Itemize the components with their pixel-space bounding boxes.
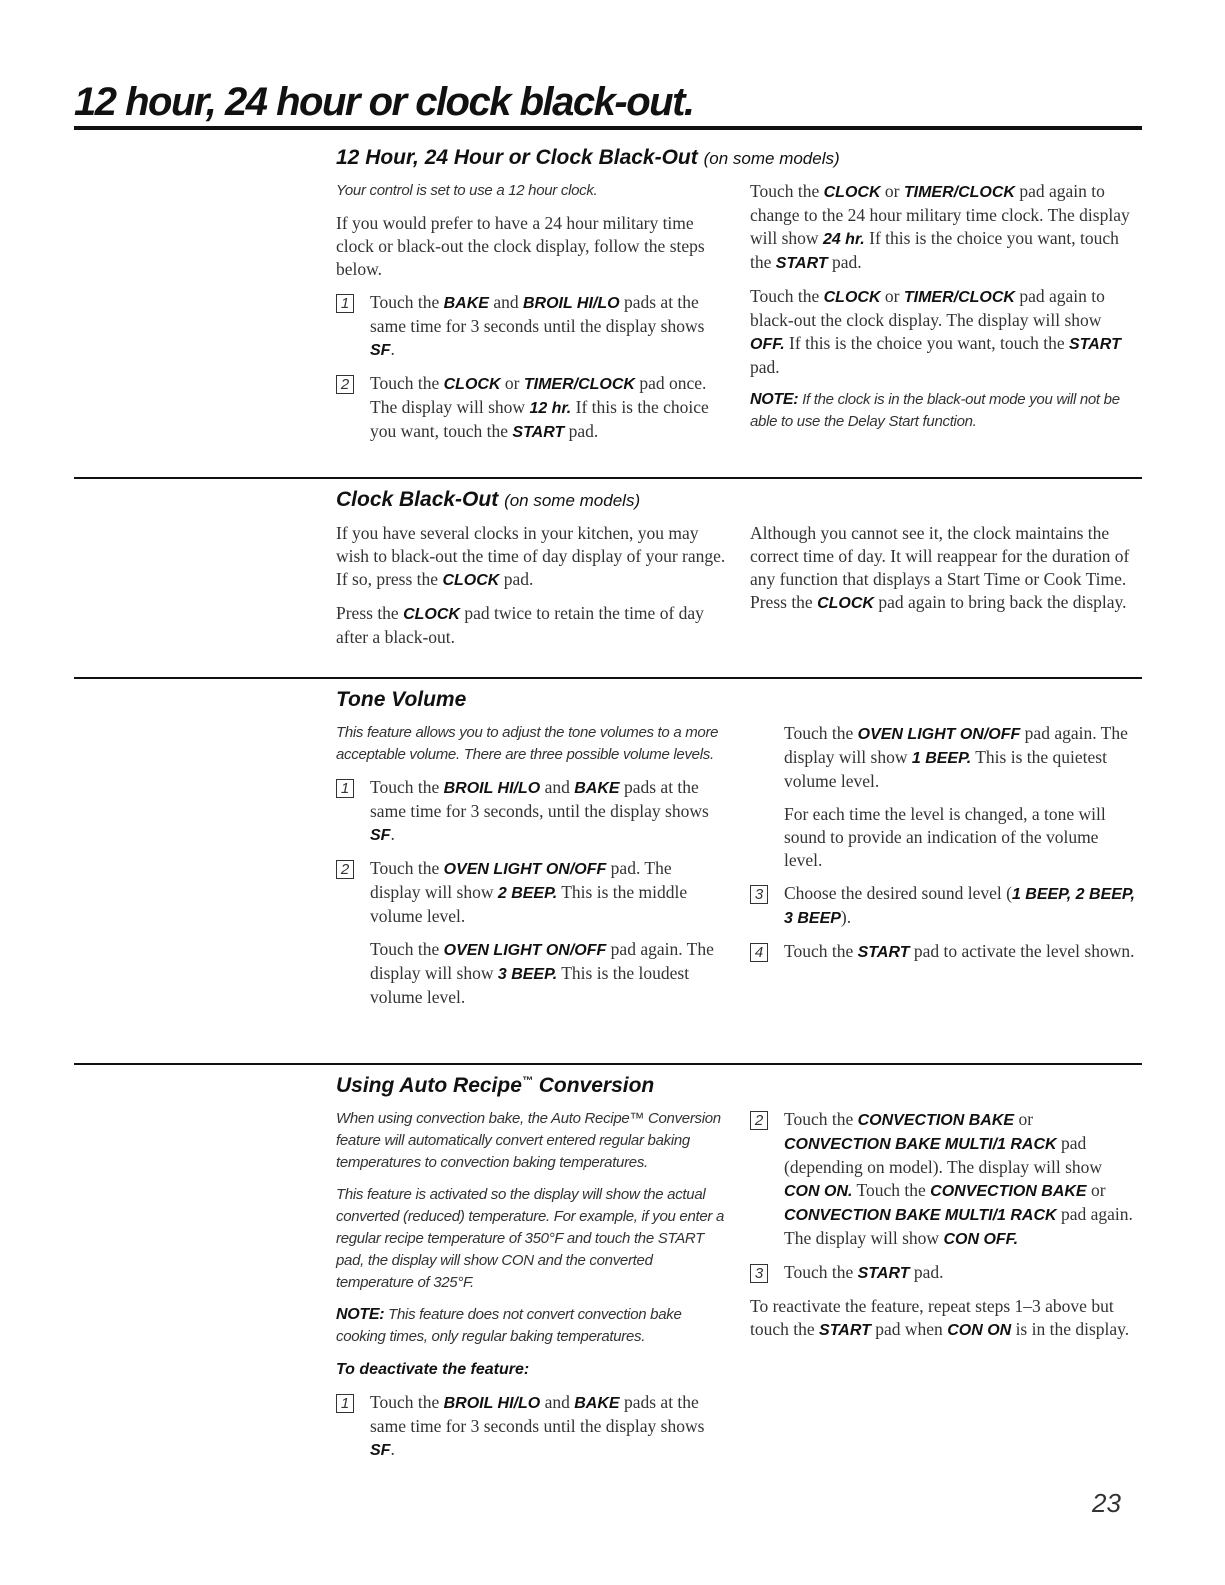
- title-rule: [74, 126, 1142, 130]
- section-divider: [74, 477, 1142, 479]
- s4-intro-2: This feature is activated so the display will show the actual converted (reduced) temperature. For example, if you enter a regular recipe temperature of 350°F and touch the START pad, the display will show CON and the converted temperature of 325°F.: [336, 1186, 725, 1291]
- step-number-box: 3: [750, 1264, 768, 1283]
- heading-sub: (on some models): [703, 149, 840, 168]
- s1-intro: Your control is set to use a 12 hour clock.: [336, 182, 598, 199]
- s3-step-1: 1 Touch the BROIL HI/LO and BAKE pads at the same time for 3 seconds, until the display shows SF.: [336, 776, 726, 847]
- s1-right-paragraph-1: Touch the CLOCK or TIMER/CLOCK pad again to change to the 24 hour military time clock. The display will show 24 hr. If this is the choice you want, touch the START pad.: [750, 181, 1130, 272]
- s3-right-column: [750, 722, 1140, 974]
- s4-reactivate-paragraph: To reactivate the feature, repeat steps 1–3 above but touch the START pad when CON ON is in the display.: [750, 1296, 1130, 1339]
- s3-left-column: [336, 722, 726, 1019]
- section-heading-tone-volume: Tone Volume: [336, 688, 467, 711]
- s1-step-2: 2 Touch the CLOCK or TIMER/CLOCK pad once. The display will show 12 hr. If this is the choice you want, touch the START pad.: [336, 372, 726, 444]
- page-number: 23: [1092, 1488, 1121, 1518]
- s2-left-column: [336, 522, 726, 659]
- section-divider: [74, 677, 1142, 679]
- section-heading-auto-recipe: Using Auto Recipe™ Conversion: [336, 1074, 655, 1097]
- s4-step-3: 3 Touch the START pad.: [750, 1261, 1140, 1285]
- s3-step-4: 4 Touch the START pad to activate the level shown.: [750, 940, 1140, 964]
- s3-step-2: 2 Touch the OVEN LIGHT ON/OFF pad. The display will show 2 BEEP. This is the middle volume level.: [336, 857, 726, 928]
- heading-text: 12 Hour, 24 Hour or Clock Black-Out: [336, 146, 698, 169]
- s3-intro: This feature allows you to adjust the tone volumes to a more acceptable volume. There are three possible volume levels.: [336, 724, 719, 763]
- s2-paragraph-1: If you have several clocks in your kitchen, you may wish to black-out the time of day display of your range. If so, press the CLOCK pad.: [336, 523, 726, 589]
- s4-right-column: [750, 1108, 1140, 1352]
- step-number-box: 4: [750, 943, 768, 962]
- step-number-box: 1: [336, 779, 354, 798]
- section-heading-clock-black-out: Clock Black-Out (on some models): [336, 488, 641, 511]
- s1-paragraph: If you would prefer to have a 24 hour military time clock or black-out the clock display, follow the steps below.: [336, 213, 705, 279]
- s2-paragraph-2: Press the CLOCK pad twice to retain the time of day after a black-out.: [336, 603, 704, 647]
- step-number-box: 1: [336, 294, 354, 313]
- s3-right-paragraph-1: Touch the OVEN LIGHT ON/OFF pad again. The display will show 1 BEEP. This is the quietest volume level.: [784, 723, 1128, 791]
- s1-left-column: [336, 180, 726, 454]
- s1-right-column: [750, 180, 1140, 443]
- s4-note: NOTE: This feature does not convert convection bake cooking times, only regular baking temperatures.: [336, 1306, 682, 1345]
- section-heading-clock-modes: [336, 146, 840, 170]
- s4-step-2: 2 Touch the CONVECTION BAKE or CONVECTION BAKE MULTI/1 RACK pad (depending on model). The display will show CON ON. Touch the CONVECTION BAKE or CONVECTION BAKE MULTI/1 RACK pad again. The display will show CON OFF.: [750, 1108, 1140, 1251]
- s4-intro-1: When using convection bake, the Auto Recipe™ Conversion feature will automatically convert entered regular baking temperatures to convection baking temperatures.: [336, 1110, 721, 1171]
- section-divider: [74, 1063, 1142, 1065]
- s1-right-paragraph-2: Touch the CLOCK or TIMER/CLOCK pad again to black-out the clock display. The display will show OFF. If this is the choice you want, touch the START pad.: [750, 286, 1121, 377]
- step-number-box: 3: [750, 885, 768, 904]
- step-number-box: 2: [336, 375, 354, 394]
- s4-step-1: 1 Touch the BROIL HI/LO and BAKE pads at the same time for 3 seconds until the display shows SF.: [336, 1391, 726, 1462]
- s3-step-3: 3 Choose the desired sound level (1 BEEP, 2 BEEP, 3 BEEP).: [750, 882, 1140, 930]
- s1-step-1: 1 Touch the BAKE and BROIL HI/LO pads at the same time for 3 seconds until the display shows SF.: [336, 291, 726, 362]
- s4-left-column: [336, 1108, 726, 1472]
- page-title: 12 hour, 24 hour or clock black-out.: [74, 80, 694, 124]
- step-number-box: 2: [336, 860, 354, 879]
- step-number-box: 1: [336, 1394, 354, 1413]
- s4-deactivate-heading: To deactivate the feature:: [336, 1361, 530, 1378]
- step-number-box: 2: [750, 1111, 768, 1130]
- s3-right-paragraph-2: For each time the level is changed, a tone will sound to provide an indication of the volume level.: [784, 804, 1106, 870]
- s3-step-2-continued: Touch the OVEN LIGHT ON/OFF pad again. The display will show 3 BEEP. This is the loudest volume level.: [370, 939, 714, 1007]
- s2-right-paragraph: Although you cannot see it, the clock maintains the correct time of day. It will reappear for the duration of any function that displays a Start Time or Cook Time. Press the CLOCK pad again to bring back the display.: [750, 523, 1130, 612]
- s1-note: NOTE: If the clock is in the black-out mode you will not be able to use the Delay Start function.: [750, 391, 1120, 430]
- s2-right-column: [750, 522, 1140, 625]
